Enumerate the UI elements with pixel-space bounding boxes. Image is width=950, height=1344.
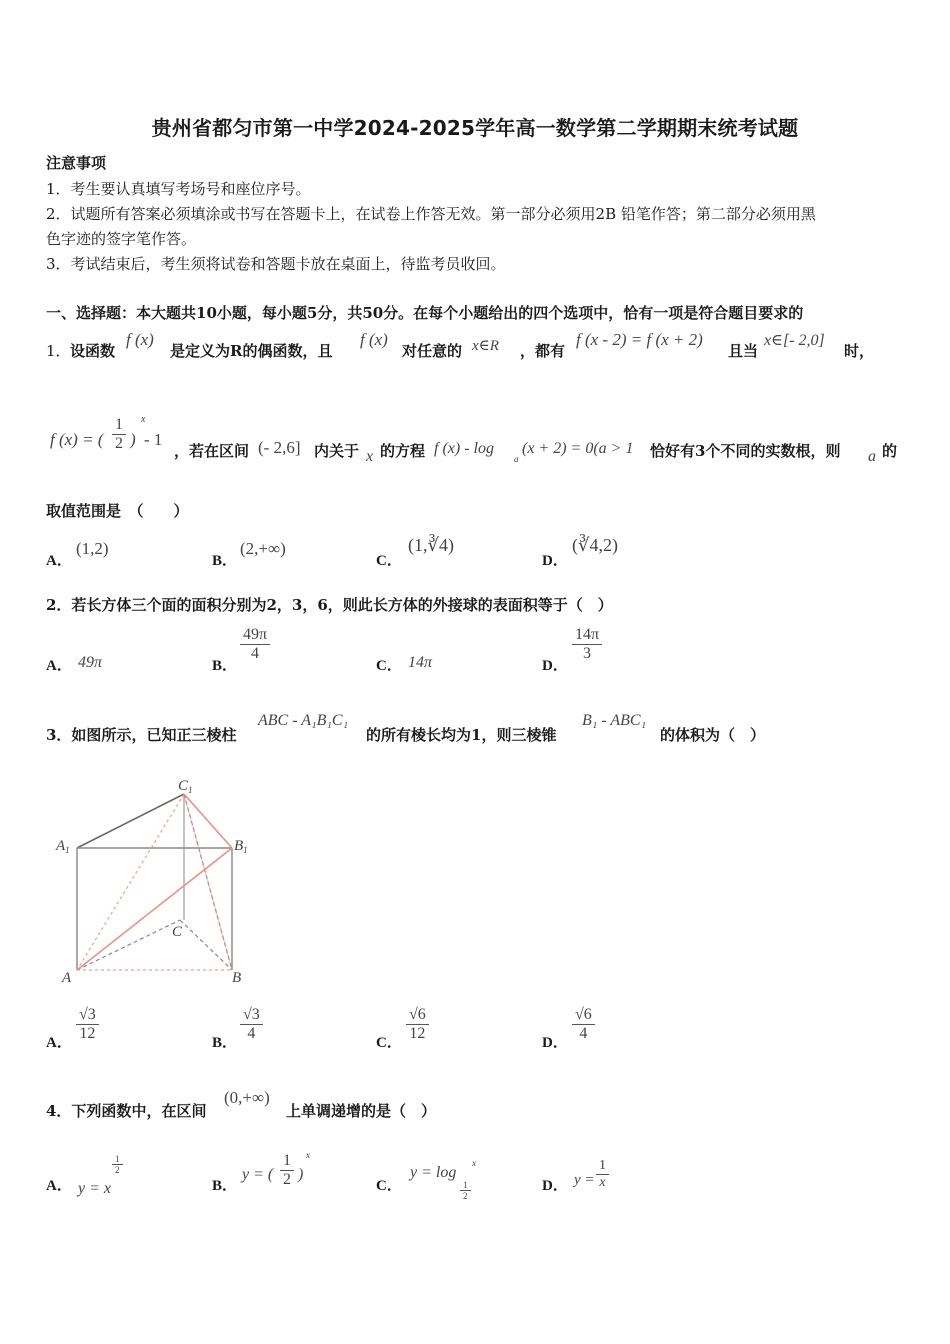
denominator: 4	[572, 1024, 595, 1043]
q1-text: 设函数	[70, 342, 116, 360]
q1-math-a: a	[868, 448, 876, 465]
denominator: 2	[460, 1190, 471, 1201]
q2-stem: 2．若长方体三个面的面积分别为2，3，6，则此长方体的外接球的表面积等于（ ）	[46, 596, 613, 614]
option-a-value[interactable]	[76, 1006, 99, 1043]
q3-text: 3．如图所示，已知正三棱柱	[46, 726, 237, 744]
option-b-value[interactable]	[240, 626, 270, 663]
notice-item-1: 1．考生要认真填写考场号和座位序号。	[46, 180, 311, 198]
option-c-value[interactable]: 14π	[408, 654, 433, 671]
q1-options	[46, 533, 646, 569]
label-a: A	[62, 970, 72, 986]
option-c-exponent: x	[472, 1158, 476, 1168]
option-c-log-base	[460, 1180, 471, 1201]
option-d-value[interactable]	[572, 1006, 595, 1043]
notice-item-2: 2．试题所有答案必须填涂或书写在答题卡上，在试卷上作答无效。第一部分必须用2B 铅笔作答；第二部分必须用黑	[46, 205, 816, 223]
numerator: √3	[79, 1006, 96, 1023]
q1-text: 时，	[844, 342, 875, 360]
option-c-value[interactable]	[408, 1150, 508, 1206]
q3-math-pyramid: B₁ - ABC₁	[582, 712, 647, 729]
q3-math-prism: ABC - A₁B₁C₁	[258, 712, 349, 729]
option-d-label: D．	[542, 1035, 568, 1051]
q1-math-interval-2: (- 2,6]	[258, 438, 301, 457]
triangular-prism-figure	[52, 770, 272, 990]
option-c-value[interactable]: (1,∛4)	[408, 535, 454, 555]
option-c-label: C．	[376, 1035, 402, 1051]
label-b1: $B_1$	[234, 838, 248, 855]
option-d-label: D．	[542, 553, 568, 569]
q1-math-fx: f (x)	[360, 330, 388, 349]
q1-math-equation-rest: (x + 2) = 0(a > 1	[522, 440, 634, 457]
q2-options	[46, 624, 646, 674]
numerator: 14π	[575, 626, 600, 643]
numerator: 1	[599, 1158, 606, 1173]
q1-text: 对任意的	[402, 342, 463, 360]
numerator: √6	[575, 1006, 592, 1023]
q1-line-2	[46, 414, 926, 470]
q1-number: 1．	[46, 342, 71, 360]
option-d-value[interactable]	[572, 626, 602, 663]
option-b-value[interactable]: (2,+∞)	[240, 539, 286, 558]
q3-options	[46, 1006, 646, 1058]
option-d-label: D．	[542, 1178, 568, 1194]
q1-text: 的	[882, 442, 898, 460]
q1-line-1	[46, 330, 926, 360]
label-c: C	[172, 924, 183, 940]
denominator: 12	[76, 1024, 99, 1043]
q1-math-log-base: a	[514, 454, 519, 464]
numerator: 49π	[243, 626, 268, 643]
page-title: 贵州省都匀市第一中学2024-2025学年高一数学第二学期期末统考试题	[151, 116, 799, 140]
option-b-value[interactable]	[240, 1150, 360, 1200]
option-b-label: B．	[212, 1178, 238, 1194]
option-b-label: B．	[212, 1035, 238, 1051]
q1-math-periodic: f (x - 2) = f (x + 2)	[576, 330, 703, 349]
option-a-label: A．	[46, 1035, 72, 1051]
denominator: 2	[112, 434, 126, 453]
option-b-rhs: )	[298, 1166, 304, 1183]
q3-text: 的体积为（ ）	[660, 726, 766, 744]
option-b-label: B．	[212, 553, 238, 569]
q4-text: 上单调递增的是（ ）	[286, 1102, 437, 1120]
q1-math-exponent: x	[141, 414, 146, 425]
option-c-value[interactable]	[406, 1006, 429, 1043]
q1-text: 内关于	[314, 442, 360, 460]
option-a-label: A．	[46, 1178, 72, 1194]
q1-text: 且当	[728, 342, 759, 360]
q1-text: 的方程	[380, 442, 426, 460]
option-a-value[interactable]: (1,2)	[76, 539, 109, 558]
q1-math-x: x	[366, 448, 374, 465]
option-a-exponent	[112, 1154, 123, 1175]
option-d-value[interactable]: (∛4,2)	[572, 535, 618, 555]
notice-heading: 注意事项	[46, 154, 107, 172]
numerator: 1	[463, 1180, 468, 1190]
q4-options	[46, 1150, 666, 1206]
numerator: 1	[115, 1154, 120, 1164]
denominator: 3	[572, 644, 602, 663]
notice-item-2-cont: 色字迹的签字笔作答。	[46, 230, 197, 248]
section-heading: 一、选择题：本大题共10小题，每小题5分，共50分。在每个小题给出的四个选项中，恰有一项是符合题目要求的	[46, 304, 804, 322]
q1-math-fx: f (x)	[126, 330, 154, 349]
option-d-label: D．	[542, 658, 568, 674]
numerator: √3	[243, 1006, 260, 1023]
q1-math-minus-one: - 1	[144, 430, 163, 449]
option-a-value[interactable]	[76, 1150, 136, 1200]
option-d-value[interactable]	[574, 1156, 644, 1200]
option-c-label: C．	[376, 553, 402, 569]
denominator: 12	[406, 1024, 429, 1043]
numerator: √6	[409, 1006, 426, 1023]
q1-math-fdef: f (x) = (	[50, 430, 104, 449]
q4-math-interval: (0,+∞)	[224, 1088, 270, 1107]
option-c-lhs: y = log	[410, 1164, 457, 1181]
option-b-label: B．	[212, 658, 238, 674]
denominator: 2	[112, 1164, 123, 1175]
q1-text: ，若在区间	[174, 442, 250, 460]
q1-math-paren: )	[130, 430, 136, 449]
option-d-fraction	[596, 1158, 609, 1191]
q3-stem	[46, 712, 926, 742]
label-b: B	[232, 970, 242, 986]
option-d-lhs: y =	[574, 1172, 595, 1188]
numerator: 1	[115, 416, 123, 433]
q1-math-equation: f (x) - log	[434, 440, 494, 457]
option-b-fraction	[280, 1152, 294, 1189]
option-a-label: A．	[46, 553, 72, 569]
option-b-exponent: x	[306, 1150, 310, 1160]
option-c-label: C．	[376, 1178, 402, 1194]
q1-text: 是定义为R的偶函数，且	[170, 342, 333, 360]
denominator: 4	[240, 1024, 263, 1043]
q1-math-interval: x∈[- 2,0]	[764, 332, 825, 349]
q4-stem	[46, 1086, 926, 1120]
option-a-value[interactable]: 49π	[78, 654, 103, 671]
label-c1: $C_1$	[178, 778, 193, 795]
q1-half-fraction	[112, 416, 126, 453]
option-a-base: y = x	[78, 1180, 111, 1197]
denominator: 4	[240, 644, 270, 663]
option-a-label: A．	[46, 658, 72, 674]
numerator: 1	[283, 1152, 291, 1169]
option-c-label: C．	[376, 658, 402, 674]
denominator: 2	[280, 1170, 294, 1189]
q1-text: 恰好有3个不同的实数根，则	[650, 442, 841, 460]
notice-item-3: 3．考试结束后，考生须将试卷和答题卡放在桌面上，待监考员收回。	[46, 255, 506, 273]
q1-text: ，都有	[520, 342, 566, 360]
q1-line-3: 取值范围是 （ ）	[46, 502, 189, 520]
option-b-lhs: y = (	[242, 1166, 274, 1183]
denominator: x	[596, 1174, 609, 1191]
label-a1: $A_1$	[56, 838, 70, 855]
q4-text: 4．下列函数中，在区间	[46, 1102, 207, 1120]
q3-text: 的所有棱长均为1，则三棱锥	[366, 726, 557, 744]
q1-math-xr: x∈R	[472, 338, 499, 354]
option-b-value[interactable]	[240, 1006, 263, 1043]
